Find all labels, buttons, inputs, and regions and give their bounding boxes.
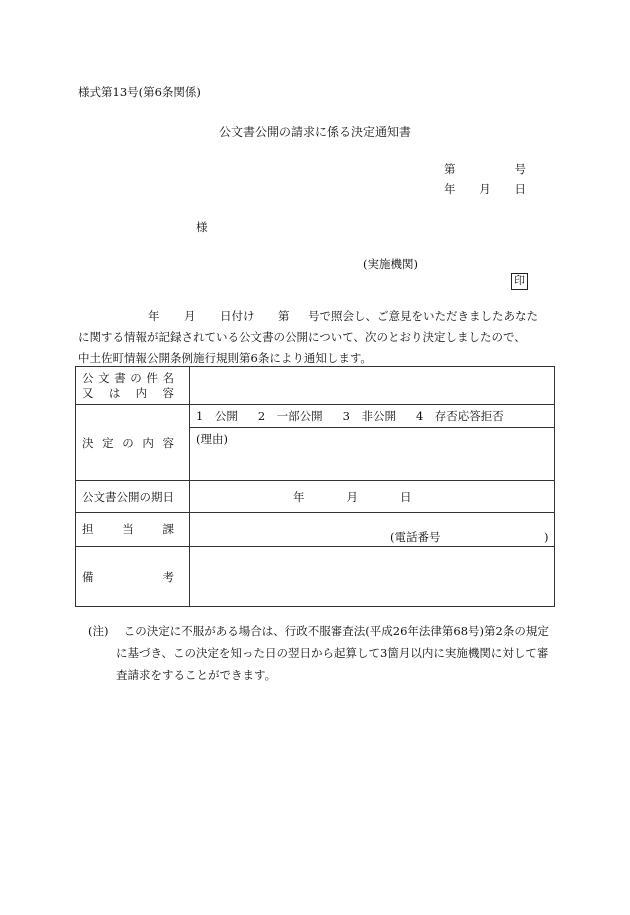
value-document-name[interactable] [190, 367, 555, 405]
seal-mark: 印 [511, 273, 528, 290]
label-document-name [76, 367, 190, 405]
document-number-line [444, 161, 526, 177]
body-dated: 日付け [220, 309, 255, 323]
notice-body [78, 306, 554, 369]
addressee-suffix: 様 [196, 220, 208, 234]
value-department[interactable] [190, 513, 555, 547]
form-number-label: 様式第13号(第6条関係) [78, 85, 201, 99]
document-title: 公文書公開の請求に係る決定通知書 [218, 125, 411, 139]
footnote-line-3: 査請求をすることができます。 [116, 668, 277, 682]
option-partial-public[interactable]: 2 一部公開 [257, 409, 323, 423]
footnote-prefix: (注) [88, 624, 109, 638]
label-remarks: 備 考 [76, 547, 190, 607]
number-dai: 第 [444, 162, 456, 176]
row-decision-options [76, 405, 555, 428]
value-remarks[interactable] [190, 547, 555, 607]
body-line-3: 中土佐町情報公開条例施行規則第6条により通知します。 [78, 351, 372, 365]
phone-number-label: (電話番号 ) [390, 530, 549, 544]
footnote-line-2: に基づき、この決定を知った日の翌日から起算して3箇月以内に実施機関に対して審 [116, 646, 549, 660]
body-month: 月 [184, 309, 196, 323]
public-date-day: 日 [400, 489, 412, 504]
date-day: 日 [514, 182, 526, 196]
option-public[interactable]: 1 公開 [196, 409, 238, 423]
reason-label: (理由) [196, 432, 228, 446]
body-year: 年 [148, 309, 160, 323]
body-line-2: に関する情報が記録されている公文書の公開について、次のとおり決定しましたので、 [78, 330, 526, 344]
row-document-name [76, 367, 555, 405]
public-date-month: 月 [346, 489, 358, 504]
body-line-1 [78, 306, 554, 327]
public-date-year: 年 [293, 489, 305, 504]
date-year: 年 [444, 182, 456, 196]
label-public-date: 公文書公開の期日 [76, 481, 190, 513]
decision-options-cell [190, 405, 555, 428]
reason-cell[interactable] [190, 428, 555, 481]
body-dai: 第 [278, 309, 290, 323]
row-department [76, 513, 555, 547]
row-public-date [76, 481, 555, 513]
body-line-1-rest: 号で照会し、ご意見をいただきましたあなた [308, 309, 538, 323]
label-department: 担 当 課 [76, 513, 190, 547]
label-document-name-line-1: 公 文 書 の 件 名 [82, 370, 174, 385]
agency-label: (実施機関) [363, 257, 418, 271]
option-refusal[interactable]: 4 存否応答拒否 [415, 409, 504, 423]
document-date-line [444, 181, 526, 197]
date-month: 月 [479, 182, 491, 196]
footnote-line-1: (注) この決定に不服がある場合は、行政不服審査法(平成26年法律第68号)第2条の規定 [88, 624, 549, 638]
decision-table [75, 366, 555, 607]
label-document-name-line-2: 又 は 内 容 [82, 385, 174, 400]
value-public-date[interactable] [190, 481, 555, 513]
option-non-public[interactable]: 3 非公開 [342, 409, 396, 423]
decision-options [190, 405, 554, 427]
label-decision: 決 定 の 内 容 [76, 405, 190, 481]
row-remarks [76, 547, 555, 607]
footnote [88, 620, 558, 686]
number-go: 号 [514, 162, 526, 176]
